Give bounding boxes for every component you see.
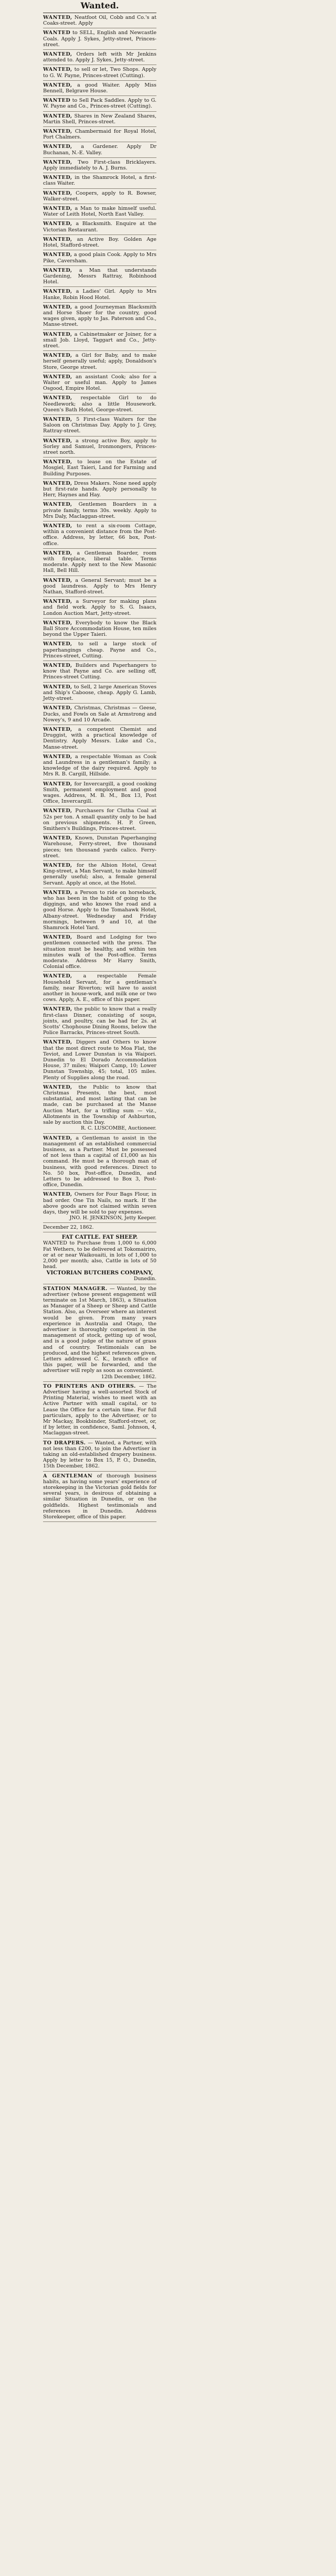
ad-lead: WANTED, (43, 267, 72, 273)
ad-lead: WANTED, (43, 459, 72, 465)
wanted-ad (43, 112, 156, 127)
station-manager-text: — Wanted, by the advertiser (whose present engagement will terminate on 1st March, 1863), a Situation as Manager of a Sheep or Sheep and Cattle Station. Also, as Overseer where an interest would be given. From many years experience in Australia and Otago, the advertiser is thoroughly competent in the management of stock, getting up of wool, and is a good judge of the nature of grass and of country. Testimonials can be produced, and the highest references given. Letters addressed C. K., branch office of this paper, will be forwarded, and the advertiser will reply as soon as convenient. (43, 1285, 156, 1374)
ad-lead: WANTED, (43, 973, 72, 980)
ad-lead: WANTED, (43, 663, 72, 669)
wanted-ad (43, 619, 156, 640)
wanted-ad (43, 266, 156, 288)
gentleman-ad (43, 1472, 156, 1523)
ad-text: a respectable Female Household Servant, for a gentleman's family, near Riverton; will have to assist another in house-work, and milk one or two cows. Apply, A. E., office of this paper. (43, 973, 156, 1003)
wanted-ad (43, 888, 156, 933)
ad-text: to lease on the Estate of Mosgiel, East Taieri, Land for Farming and Building Purposes. (43, 459, 156, 477)
wanted-ad (43, 1083, 156, 1134)
gentleman-lead: A GENTLEMAN (43, 1473, 93, 1479)
ad-text: Neatfoot Oil, Cobb and Co.'s at Coaks-street. Apply (43, 15, 156, 27)
station-manager-date: 12th December, 1862. (101, 1374, 156, 1380)
ad-text: for the Albion Hotel, Great King-street, a Man Servant, to make himself generally useful; also, a female general Servant. Apply at once, at the Hotel. (43, 862, 156, 886)
wanted-ad (43, 1134, 156, 1190)
wanted-ad (43, 806, 156, 834)
ad-lead: WANTED, (43, 67, 72, 73)
ad-lead: WANTED, (43, 438, 72, 444)
ad-text: a Man to make himself useful. Water of Leith Hotel, North East Valley. (43, 206, 156, 218)
wanted-ad (43, 204, 156, 219)
wanted-ad (43, 303, 156, 330)
ad-lead: WANTED, (43, 1006, 72, 1013)
ad-lead: WANTED, (43, 550, 72, 556)
ad-text: a Surveyor for making plans and field work. Apply to S. G. Isaacs, London Auction Mart, Jetty-street. (43, 599, 156, 616)
wanted-ad (43, 28, 156, 50)
ad-text: a Girl for Baby, and to make herself generally useful; apply, Donaldson's Store, George street. (43, 353, 156, 370)
ad-text: a good Journeyman Blacksmith and Horse Shoer for the country, good wages given, apply to Jas. Paterson and Co., Manse-street. (43, 304, 156, 328)
drapers-text: — Wanted, a Partner, with not less than £200, to join the Advertiser in taking an old-established drapery business. Apply by letter to Box 15, P. O., Dunedin, 15th December, 1862. (43, 1440, 156, 1470)
ad-text: a Cabinetmaker or Joiner, for a small Job. Lloyd, Taggart and Co., Jetty-street. (43, 331, 156, 349)
ad-text: Diggers and Others to know that the most direct route to Moa Flat, the Teviot, and Lower Dunstan is via Waipori. Dunedin to El Dorado Accommodation House, 37 miles; Waipori Camp, 10; Lower Dunstan Township, 45; total, 105 miles. Plenty of Supplies along the road. (43, 1039, 156, 1081)
ad-text: a good plain Cook. Apply to Mrs Pike, Caversham. (43, 252, 156, 264)
ad-text: Everybody to know the Black Ball Store Accommodation House, ten miles beyond the Upper Taieri. (43, 620, 156, 638)
wanted-ad (43, 372, 156, 394)
wanted-ad (43, 861, 156, 888)
fat-cattle-ad (43, 1232, 156, 1284)
wanted-ad (43, 96, 156, 111)
wanted-ad (43, 752, 156, 780)
fat-cattle-text: WANTED to Purchase from 1,000 to 6,000 Fat Wethers, to be delivered at Tokomairiro, or at or near Waikouaiti, in lots of 1,000 to 2,000 per month; also, Cattle in lots of 50 head. (43, 1240, 156, 1270)
ad-lead: WANTED, (43, 374, 72, 380)
wanted-ad (43, 1190, 156, 1223)
ad-lead: WANTED, (43, 15, 72, 20)
ad-text: to sell a large stock of paperhangings cheap. Payne and Co., Princes-street, Cutting. (43, 641, 156, 659)
ad-lead: WANTED, (43, 236, 72, 242)
wanted-ad (43, 1005, 156, 1038)
ad-lead: WANTED, (43, 726, 72, 732)
ad-text: Chambermaid for Royal Hotel, Port Chalmers. (43, 129, 156, 141)
ad-text: Coopers, apply to R. Bowser, Walker-street. (43, 190, 156, 202)
ad-lead: WANTED, (43, 577, 72, 583)
station-manager-lead: STATION MANAGER. (43, 1285, 108, 1292)
ad-signature: R. C. LUSCOMBE, Auctioneer. (80, 1125, 156, 1132)
ad-text: Known, Dunstan Paperhanging Warehouse, Ferry-street, five thousand pieces; ten thousand yards calico. Ferry-street. (43, 835, 156, 859)
wanted-ad (43, 972, 156, 1005)
ad-lead: WANTED, (43, 289, 72, 295)
ad-text: a General Servant; must be a good laundress. Apply to Mrs Henry Nathan, Stafford-street. (43, 577, 156, 595)
wanted-ad (43, 173, 156, 188)
ad-lead: WANTED, (43, 175, 72, 181)
ad-lead: WANTED, (43, 395, 72, 401)
ad-lead: WANTED, (43, 206, 72, 212)
ad-text: Builders and Paperhangers to know that Payne and Co. are selling off, Princes-street Cutting. (43, 663, 156, 680)
wanted-ad (43, 661, 156, 683)
ads-list (43, 13, 156, 1223)
wanted-ad (43, 704, 156, 725)
printers-text: — The Advertiser having a well-assorted Stock of Printing Material, wishes to meet with an Active Partner with small capital, or to Lease the Office for a certain time. For full particulars, apply to the Advertiser, or to Mr Mackay, Bookbinder, Stafford-street, or, if by letter, in confidence, Saml. Johnson, 4, Maclaggan-street. (43, 1383, 156, 1436)
ad-lead: WANTED, (43, 684, 72, 690)
wanted-ad (43, 415, 156, 437)
ad-text: for Invercargill, a good cooking Smith, permanent employment and good wages. Address, M. B. M., Box 13, Post Office, Invercargill. (43, 781, 156, 805)
wanted-ad (43, 50, 156, 65)
ad-text: Orders left with Mr Jenkins attended to. Apply J. Sykes, Jetty-street. (43, 51, 156, 63)
ad-lead: WANTED, (43, 159, 72, 165)
fat-cattle-heading: FAT CATTLE. FAT SHEEP. (61, 1234, 138, 1241)
wanted-ad (43, 933, 156, 972)
ad-text: to sell or let, Two Shops. Apply to G. W. Payne, Princes-street (Cutting). (43, 67, 156, 79)
fat-cattle-company: VICTORIAN BUTCHERS COMPANY, (46, 1270, 153, 1276)
ad-text: Owners for Four Bags Flour, in bad order. One Tin Nails, no mark. If the above goods are not claimed within seven days, they will be sold to pay expenses. (43, 1191, 156, 1215)
wanted-ad (43, 437, 156, 458)
ad-text: to Sell, 2 large American Stoves and Ship's Caboose, cheap. Apply G. Lamb, Jetty-street. (43, 684, 156, 702)
wanted-ad (43, 219, 156, 235)
ad-lead: WANTED, (43, 1084, 72, 1090)
date-notice (43, 1223, 156, 1232)
wanted-ad (43, 142, 156, 157)
wanted-ad (43, 351, 156, 372)
wanted-ad (43, 330, 156, 352)
ad-text: respectable Girl to do Needlework; also a little Housework. Queen's Bath Hotel, George-street. (43, 395, 156, 413)
wanted-ad (43, 287, 156, 302)
ad-text: 5 First-class Waiters for the Saloon on Christmas Day. Apply to J. Grey, Rattray-street. (43, 416, 156, 434)
wanted-ad (43, 479, 156, 501)
ad-text: the public to know that a really first-class Dinner, consisting of soups, joints, and poultry, can be had for 2s. at Scotts' Chophouse Dining Rooms, below the Police Barracks, Princes-street South. (43, 1006, 156, 1036)
wanted-ad (43, 13, 156, 28)
ad-lead: WANTED, (43, 1039, 72, 1046)
wanted-ad (43, 393, 156, 415)
printers-lead: TO PRINTERS AND OTHERS. (43, 1383, 136, 1389)
ad-lead: WANTED, (43, 523, 72, 529)
wanted-ad (43, 549, 156, 576)
ad-text: an assistant Cook; also for a Waiter or useful man. Apply to James Osgood, Empire Hotel. (43, 374, 156, 392)
ad-lead: WANTED, (43, 82, 72, 88)
drapers-lead: TO DRAPERS. (43, 1440, 86, 1446)
wanted-ad (43, 780, 156, 807)
ad-text: to SELL, English and Newcastle Coals. Apply J. Sykes, Jetty-street, Princes-street. (43, 30, 156, 48)
wanted-ad (43, 81, 156, 96)
ad-text: Dress Makers. None need apply but first-rate hands. Apply personally to Herr, Haynes and Hay. (43, 480, 156, 498)
ad-lead: WANTED, (43, 808, 72, 814)
ad-lead: WANTED, (43, 620, 72, 626)
printers-ad (43, 1382, 156, 1439)
ad-lead: WANTED (43, 30, 71, 36)
ad-text: a good Waiter. Apply Miss Bennell, Belgrave House. (43, 82, 156, 94)
wanted-ad (43, 1038, 156, 1082)
ad-text: a Ladies' Girl. Apply to Mrs Hanke, Robin Hood Hotel. (43, 289, 156, 301)
ad-lead: WANTED, (43, 781, 72, 787)
ad-lead: WANTED, (43, 353, 72, 359)
ad-text: Christmas, Christmas — Geese, Ducks, and Fowls on Sale at Armstrong and Nowey's, 9 and 10 Arcade. (43, 705, 156, 723)
ad-lead: WANTED, (43, 1135, 72, 1141)
wanted-ad (43, 158, 156, 173)
ad-lead: WANTED, (43, 480, 72, 486)
ad-text: Board and Lodging for two gentlemen connected with the press. The situation must be healthy, and within ten minutes walk of the Post-office. Terms moderate. Address Mr Harry Smith, Colonial office. (43, 934, 156, 970)
wanted-ad (43, 683, 156, 704)
wanted-ad (43, 834, 156, 861)
ad-text: a respectable Woman as Cook and Laundress in a gentleman's family; a knowledge of the dairy required. Apply to Mrs R. B. Cargill, Hillside. (43, 753, 156, 778)
ad-text: Purchasers for Clutha Coal at 52s per ton. A small quantity only to be had on previous shipments. H. P. Green, Smithers's Buildings, Princes-street. (43, 808, 156, 832)
ad-lead: WANTED, (43, 1191, 72, 1198)
ad-lead: WANTED, (43, 331, 72, 337)
wanted-ad (43, 127, 156, 142)
ad-lead: WANTED, (43, 416, 72, 422)
ad-lead: WANTED, (43, 502, 72, 508)
wanted-column (40, 0, 160, 1522)
ad-lead: WANTED, (43, 599, 72, 605)
ad-text: a Gentleman to assist in the management of an established commercial business, as a Partner. Must be possessed of not less than a capital of £1,000 as his command. He must be a thorough man of business, with good references. Direct to No. 50 box, Post-office, Dunedin, and Letters to be addressed to Box 3, Post-office, Dunedin. (43, 1135, 156, 1188)
ad-lead: WANTED, (43, 835, 72, 842)
ad-text: in the Shamrock Hotel, a first-class Waiter. (43, 175, 156, 187)
ad-lead: WANTED, (43, 113, 72, 119)
ad-text: a Gentleman Boarder, room with fireplace, liberal table. Terms moderate. Apply next to the New Masonic Hall, Bell Hill. (43, 550, 156, 574)
ad-text: to Sell Pack Saddles. Apply to G. W. Payne and Co., Princes-street (Cutting). (43, 98, 156, 110)
station-manager-ad (43, 1284, 156, 1382)
ad-text: a Blacksmith. Enquire at the Victorian Restaurant. (43, 221, 156, 233)
ad-text: Two First-class Bricklayers. Apply immediately to A. J. Burns. (43, 159, 156, 172)
ad-text: a Person to ride on horseback, who has been in the habit of going to the diggings, and who knows the road and a good Horse. Apply to the Tomahawk Hotel, Albany-street. Wednesday and Friday mornings, between 9 and 10, at the Shamrock Hotel Yard. (43, 889, 156, 931)
ad-lead: WANTED, (43, 252, 72, 258)
wanted-ad (43, 576, 156, 598)
fat-cattle-place: Dunedin. (133, 1276, 156, 1282)
wanted-ad (43, 235, 156, 250)
wanted-ad (43, 457, 156, 479)
ad-lead: WANTED, (43, 934, 72, 941)
ad-lead: WANTED, (43, 144, 72, 150)
ad-lead: WANTED, (43, 129, 72, 135)
ad-lead: WANTED, (43, 190, 72, 196)
ad-text: a strong active Boy, apply to Sorley and Samuel, Ironmongers, Princes-street north. (43, 438, 156, 455)
wanted-ad (43, 597, 156, 619)
ad-lead: WANTED, (43, 862, 72, 868)
ad-lead: WANTED, (43, 889, 72, 896)
ad-text: a competent Chemist and Druggist, with a practical knowledge of Dentistry. Apply Messrs. Luke and Co., Manse-street. (43, 726, 156, 750)
wanted-ad (43, 189, 156, 204)
section-title: Wanted. (43, 0, 156, 13)
drapers-ad (43, 1439, 156, 1472)
ad-text: an Active Boy. Golden Age Hotel, Stafford-street. (43, 236, 156, 249)
ad-lead: WANTED, (43, 705, 72, 711)
wanted-ad (43, 640, 156, 661)
ad-lead: WANTED, (43, 753, 72, 760)
wanted-ad (43, 725, 156, 752)
ad-text: a Man that understands Gardening, Messrs Rattray, Robinhood Hotel. (43, 267, 156, 285)
ad-lead: WANTED, (43, 304, 72, 310)
ad-lead: WANTED, (43, 51, 72, 58)
date-1: December 22, 1862. (43, 1225, 94, 1231)
ad-text: a Gardener. Apply Dr Buchanan, N.-E. Valley. (43, 144, 156, 156)
ad-text: the Public to know that Christmas Presents, the best, most substantial, and most lasting that can be made, can be purchased at the Manse Auction Mart, for a trifling sum — viz., Allotments in the Township of Ashburton, sale by auction this Day. (43, 1084, 156, 1126)
ad-lead: WANTED (43, 98, 71, 104)
ad-text: Shares in New Zealand Shares, Martin Shell, Princes-street. (43, 113, 156, 125)
ad-signature: JNO. H. JENKINSON, Jetty Keeper. (69, 1215, 156, 1221)
wanted-ad (43, 65, 156, 80)
ad-text: to rent a six-room Cottage, within a convenient distance from the Post-office. Address, by letter, 66 box, Post-office. (43, 523, 156, 547)
ad-lead: WANTED, (43, 221, 72, 227)
ad-lead: WANTED, (43, 641, 72, 647)
wanted-ad (43, 500, 156, 521)
ad-text: Gentlemen Boarders in a private family, terms 30s. weekly. Apply to Mrs Daly, Maclaggan-street. (43, 502, 156, 519)
gentleman-text: of thorough business habits, as having some years' experience of storekeeping in the Victorian gold fields for several years, is desirous of obtaining a similar Situation in Dunedin, or on the goldfields. Highest testimonials and references in Dunedin. Address Storekeeper, office of this paper. (43, 1473, 156, 1520)
wanted-ad (43, 250, 156, 265)
wanted-ad (43, 521, 156, 549)
